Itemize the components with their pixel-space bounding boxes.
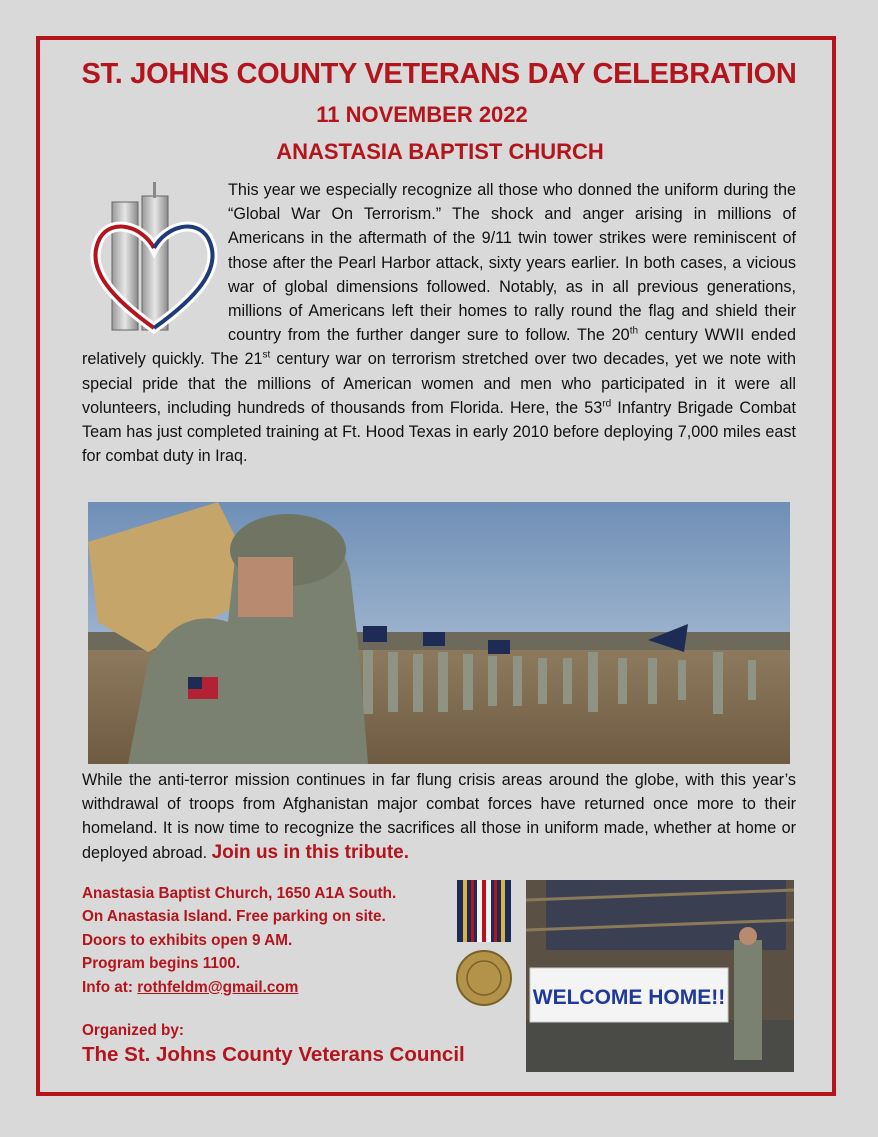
soldiers-formation-photo: [88, 502, 790, 764]
event-venue: ANASTASIA BAPTIST CHURCH: [276, 139, 604, 164]
page-title: ST. JOHNS COUNTY VETERANS DAY CELEBRATION: [81, 58, 797, 90]
intro-sup-2: st: [262, 350, 271, 362]
intro-text-4: Infantry Brigade Combat Team has just completed training at Ft. Hood Texas in early 2010 before deploying 7,000 miles east for combat duty in Iraq.: [82, 398, 796, 466]
intro-text-1: This year we especially recognize all those who donned the uniform during the “Global War On Terrorism.” The shock and anger arising in millions of Americans in the aftermath of the 9/11 twin tower strikes were reminiscent of those after the Pearl Harbor attack, sixty years earlier. In both cases, a vicious war of global dimensions followed. Notably, as in all previous generations, millions of Americans left their homes to rally round the flag and shield their country from the further danger sure to follow. The 20: [228, 181, 796, 345]
intro-text-2: century WWII ended relatively quickly. The 21: [82, 326, 796, 369]
event-date: 11 NOVEMBER 2022: [316, 102, 528, 127]
closing-text: While the anti-terror mission continues in far flung crisis areas around the globe, with this year’s withdrawal of troops from Afghanistan major combat forces have returned once more to their homeland. It is now time to recognize the sacrifices all those in uniform made, whether at home or deployed abroad.: [82, 771, 796, 862]
tribute-callout: Join us in this tribute.: [211, 841, 410, 863]
welcome-banner-text: WELCOME HOME!!: [532, 986, 726, 1009]
organized-by-label: Organized by:: [82, 1022, 184, 1039]
event-doors: Doors to exhibits open 9 AM.: [82, 931, 293, 949]
info-label: Info at:: [82, 978, 138, 996]
event-parking: On Anastasia Island. Free parking on site.: [82, 908, 386, 926]
event-info: [82, 976, 396, 999]
intro-sup-1: th: [629, 325, 639, 337]
closing-paragraph: [82, 768, 796, 865]
email-link[interactable]: rothfeldm@gmail.com: [137, 978, 299, 996]
organizer-name: The St. Johns County Veterans Council: [82, 1043, 465, 1066]
intro-sup-3: rd: [602, 398, 612, 410]
war-on-terrorism-medal-icon: [453, 880, 515, 1010]
intro-paragraph: [82, 178, 796, 468]
twin-towers-ribbon-icon: [82, 178, 228, 338]
event-details: [82, 882, 396, 999]
event-program: Program begins 1100.: [82, 955, 241, 973]
intro-text-3: century war on terrorism stretched over two decades, yet we note with special pride that the millions of American women and men who participated in it were all volunteers, including hundreds of thousands from Florida. Here, the 53: [82, 350, 797, 417]
event-address: Anastasia Baptist Church, 1650 A1A South.: [82, 885, 397, 902]
welcome-home-photo: [526, 880, 794, 1072]
